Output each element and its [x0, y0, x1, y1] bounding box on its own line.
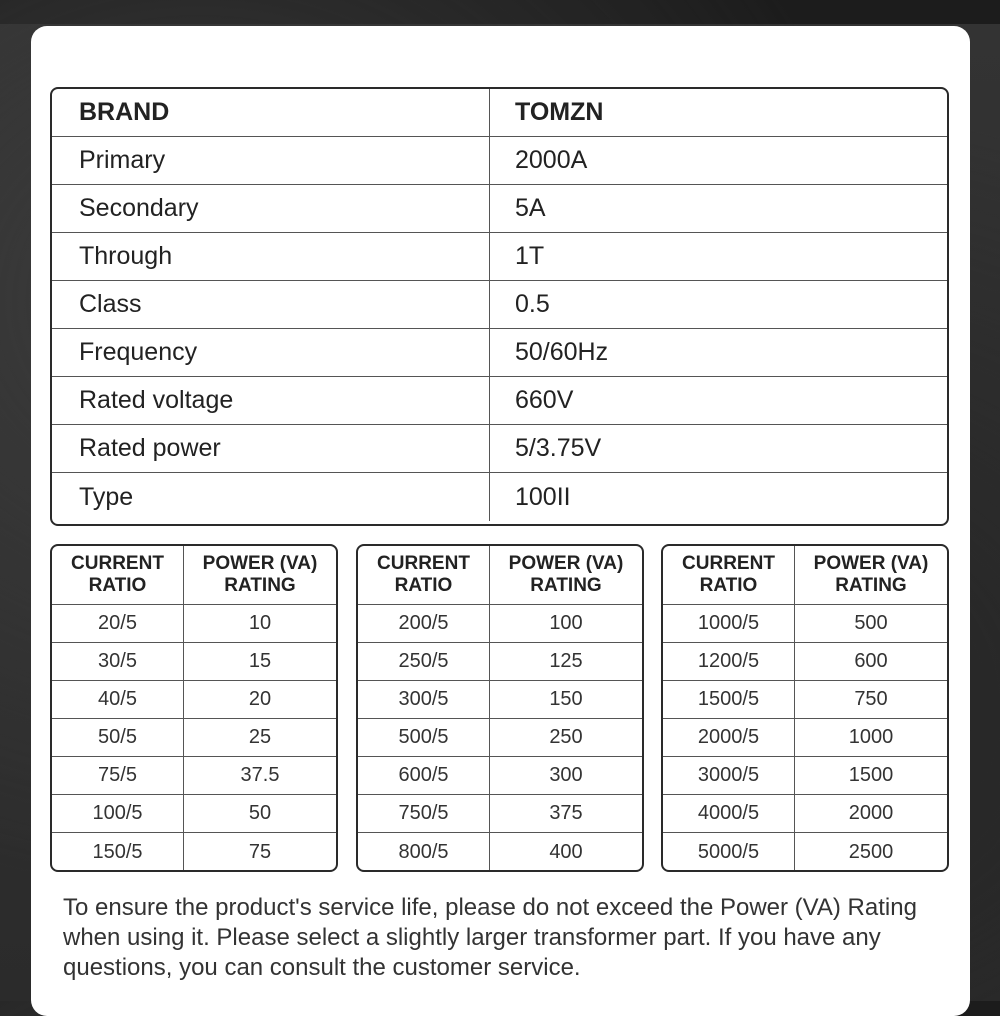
spec-key: Type [52, 473, 490, 521]
spec-value: 1T [515, 242, 545, 270]
power-rating-cell: 1500 [848, 764, 894, 786]
power-rating-cell: 750 [854, 688, 888, 710]
ratio-row [358, 643, 642, 681]
ratio-row [52, 605, 336, 643]
power-rating-cell: 1000 [848, 726, 894, 748]
power-rating-header: POWER (VA) RATING [202, 553, 318, 596]
spec-key: Class [52, 281, 490, 328]
current-ratio-cell: 500/5 [358, 719, 490, 756]
spec-table [50, 87, 949, 526]
ratio-row [358, 795, 642, 833]
current-ratio-cell: 1000/5 [663, 605, 795, 642]
spec-row [52, 233, 947, 281]
power-rating-cell: 250 [549, 726, 583, 748]
power-rating-cell: 100 [549, 612, 583, 634]
current-ratio-cell: 75/5 [52, 757, 184, 794]
power-rating-header: POWER (VA) RATING [813, 553, 929, 596]
current-ratio-cell: 1200/5 [663, 643, 795, 680]
ratio-row [358, 681, 642, 719]
power-rating-cell: 600 [854, 650, 888, 672]
spec-value: 5/3.75V [515, 434, 602, 462]
ratio-header-row [663, 546, 947, 605]
power-rating-cell: 75 [248, 840, 272, 863]
ratio-row [663, 719, 947, 757]
spec-row [52, 185, 947, 233]
current-ratio-cell: 30/5 [52, 643, 184, 680]
current-ratio-cell: 20/5 [52, 605, 184, 642]
spec-header-key: BRAND [52, 89, 490, 136]
current-ratio-cell: 600/5 [358, 757, 490, 794]
current-ratio-cell: 2000/5 [663, 719, 795, 756]
ratio-row [663, 643, 947, 681]
ratio-table-3 [661, 544, 949, 872]
ratio-row [358, 757, 642, 795]
ratio-row [663, 757, 947, 795]
ratio-header-row [358, 546, 642, 605]
current-ratio-cell: 800/5 [358, 833, 490, 871]
ratio-row [52, 757, 336, 795]
power-rating-cell: 150 [549, 688, 583, 710]
spec-key: Primary [52, 137, 490, 184]
service-note: To ensure the product's service life, please do not exceed the Power (VA) Rating when using it. Please select a slightly larger transformer part. If you have any questions, you can consult the customer service. [63, 894, 917, 981]
spec-key: Rated power [52, 425, 490, 472]
current-ratio-cell: 200/5 [358, 605, 490, 642]
ratio-row [663, 605, 947, 643]
ratio-header-row [52, 546, 336, 605]
spec-key: Through [52, 233, 490, 280]
spec-value: 0.5 [515, 290, 550, 318]
ratio-row [52, 643, 336, 681]
power-rating-cell: 375 [549, 802, 583, 824]
spec-row [52, 329, 947, 377]
current-ratio-header: CURRENT RATIO [358, 546, 490, 604]
spec-value: 660V [515, 386, 574, 414]
spec-key: Frequency [52, 329, 490, 376]
current-ratio-cell: 1500/5 [663, 681, 795, 718]
ratio-row [52, 681, 336, 719]
power-rating-cell: 25 [248, 726, 272, 748]
power-rating-cell: 2500 [848, 840, 894, 863]
ratio-row [663, 833, 947, 871]
spec-header-row [52, 89, 947, 137]
power-rating-cell: 37.5 [240, 764, 280, 786]
power-rating-cell: 2000 [848, 802, 894, 824]
current-ratio-header: CURRENT RATIO [663, 546, 795, 604]
ratio-row [52, 795, 336, 833]
ratio-table-1 [50, 544, 338, 872]
spec-row [52, 377, 947, 425]
spec-row [52, 137, 947, 185]
spec-row [52, 473, 947, 521]
current-ratio-cell: 3000/5 [663, 757, 795, 794]
spec-value: 5A [515, 194, 546, 222]
ratio-row [663, 795, 947, 833]
power-rating-header: POWER (VA) RATING [508, 553, 624, 596]
ratio-row [52, 833, 336, 871]
current-ratio-cell: 5000/5 [663, 833, 795, 871]
spec-value: 2000A [515, 146, 588, 174]
power-rating-cell: 15 [248, 650, 272, 672]
ratio-row [358, 833, 642, 871]
current-ratio-cell: 50/5 [52, 719, 184, 756]
power-rating-cell: 400 [549, 840, 583, 863]
ratio-row [358, 605, 642, 643]
spec-header-value: TOMZN [515, 98, 604, 126]
ratio-row [52, 719, 336, 757]
spec-row [52, 425, 947, 473]
power-rating-cell: 10 [248, 612, 272, 634]
current-ratio-cell: 40/5 [52, 681, 184, 718]
spec-key: Rated voltage [52, 377, 490, 424]
current-ratio-cell: 250/5 [358, 643, 490, 680]
current-ratio-cell: 750/5 [358, 795, 490, 832]
ratio-row [358, 719, 642, 757]
spec-row [52, 281, 947, 329]
spec-value: 50/60Hz [515, 338, 609, 366]
current-ratio-cell: 150/5 [52, 833, 184, 871]
ratio-table-2 [356, 544, 644, 872]
power-rating-cell: 20 [248, 688, 272, 710]
current-ratio-header: CURRENT RATIO [52, 546, 184, 604]
current-ratio-cell: 100/5 [52, 795, 184, 832]
current-ratio-cell: 300/5 [358, 681, 490, 718]
spec-key: Secondary [52, 185, 490, 232]
power-rating-cell: 125 [549, 650, 583, 672]
ratio-row [663, 681, 947, 719]
current-ratio-cell: 4000/5 [663, 795, 795, 832]
spec-value: 100II [515, 482, 571, 511]
power-rating-cell: 500 [854, 612, 888, 634]
power-rating-cell: 50 [248, 802, 272, 824]
power-rating-cell: 300 [549, 764, 583, 786]
